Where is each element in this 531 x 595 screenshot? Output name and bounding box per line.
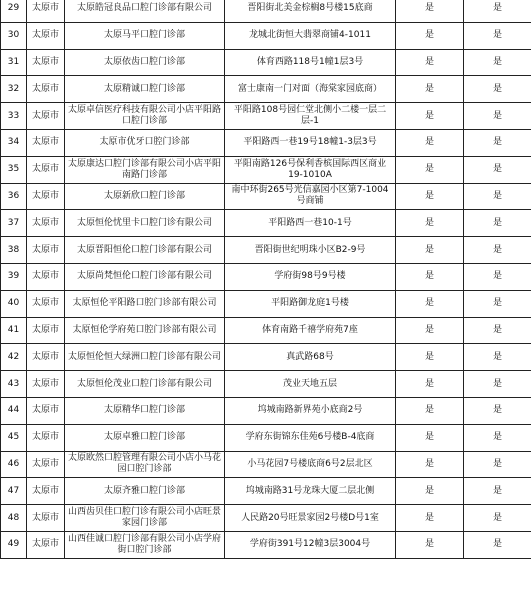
city-cell: 太原市 [27, 263, 65, 290]
city-cell: 太原市 [27, 531, 65, 558]
table-row [1, 156, 531, 183]
address-cell: 人民路20号旺景家园2号楼D号1室 [225, 505, 396, 532]
row-number: 47 [1, 478, 27, 505]
flag-cell: 是 [464, 397, 531, 424]
flag-cell: 是 [464, 183, 531, 210]
row-number: 37 [1, 210, 27, 237]
flag-cell: 是 [464, 317, 531, 344]
clinic-name-cell: 太原恒伦平阳路口腔门诊部有限公司 [65, 290, 225, 317]
row-number: 48 [1, 505, 27, 532]
row-number: 31 [1, 49, 27, 76]
flag-cell: 是 [396, 156, 464, 183]
city-cell: 太原市 [27, 237, 65, 264]
row-number: 41 [1, 317, 27, 344]
city-cell: 太原市 [27, 505, 65, 532]
flag-cell: 是 [396, 451, 464, 478]
flag-cell: 是 [396, 371, 464, 398]
table-row [1, 22, 531, 49]
flag-cell: 是 [464, 156, 531, 183]
table-row [1, 0, 531, 22]
city-cell: 太原市 [27, 317, 65, 344]
row-number: 43 [1, 371, 27, 398]
table-row [1, 451, 531, 478]
table-row [1, 424, 531, 451]
flag-cell: 是 [396, 237, 464, 264]
table-row [1, 397, 531, 424]
flag-cell: 是 [464, 290, 531, 317]
flag-cell: 是 [396, 317, 464, 344]
flag-cell: 是 [464, 424, 531, 451]
flag-cell: 是 [464, 76, 531, 103]
flag-cell: 是 [396, 183, 464, 210]
row-number: 33 [1, 103, 27, 130]
city-cell: 太原市 [27, 371, 65, 398]
clinic-name-cell: 太原精诚口腔门诊部 [65, 76, 225, 103]
table-row [1, 183, 531, 210]
table-body [1, 0, 531, 558]
clinic-name-cell: 太原卓信医疗科技有限公司小店平阳路口腔门诊部 [65, 103, 225, 130]
flag-cell: 是 [396, 531, 464, 558]
flag-cell: 是 [464, 129, 531, 156]
flag-cell: 是 [396, 397, 464, 424]
table-row [1, 49, 531, 76]
flag-cell: 是 [396, 49, 464, 76]
row-number: 40 [1, 290, 27, 317]
city-cell: 太原市 [27, 183, 65, 210]
row-number: 32 [1, 76, 27, 103]
city-cell: 太原市 [27, 451, 65, 478]
flag-cell: 是 [464, 237, 531, 264]
city-cell: 太原市 [27, 129, 65, 156]
clinic-name-cell: 太原马平口腔门诊部 [65, 22, 225, 49]
clinic-name-cell: 太原晋阳恒伦口腔门诊部有限公司 [65, 237, 225, 264]
clinic-name-cell: 太原卓雅口腔门诊部 [65, 424, 225, 451]
city-cell: 太原市 [27, 22, 65, 49]
clinic-name-cell: 太原康达口腔门诊部有限公司小店平阳南路门诊部 [65, 156, 225, 183]
city-cell: 太原市 [27, 290, 65, 317]
flag-cell: 是 [396, 0, 464, 22]
flag-cell: 是 [396, 478, 464, 505]
clinic-name-cell: 太原依齿口腔门诊部 [65, 49, 225, 76]
flag-cell: 是 [396, 210, 464, 237]
table-row [1, 103, 531, 130]
flag-cell: 是 [464, 103, 531, 130]
address-cell: 平阳路御龙庭1号楼 [225, 290, 396, 317]
flag-cell: 是 [464, 263, 531, 290]
address-cell: 南中环街265号光信嘉园小区第7-1004号商铺 [225, 183, 396, 210]
flag-cell: 是 [396, 22, 464, 49]
flag-cell: 是 [396, 103, 464, 130]
row-number: 36 [1, 183, 27, 210]
flag-cell: 是 [396, 344, 464, 371]
address-cell: 真武路68号 [225, 344, 396, 371]
flag-cell: 是 [464, 49, 531, 76]
flag-cell: 是 [464, 505, 531, 532]
flag-cell: 是 [464, 210, 531, 237]
address-cell: 平阳路108号园仁堂北侧小二楼一层二层-1 [225, 103, 396, 130]
address-cell: 平阳路西一巷10-1号 [225, 210, 396, 237]
clinic-name-cell: 太原恒伦学府苑口腔门诊部有限公司 [65, 317, 225, 344]
address-cell: 体育南路千禧学府苑7座 [225, 317, 396, 344]
table-row [1, 505, 531, 532]
clinic-name-cell: 太原尚梵恒伦口腔门诊部有限公司 [65, 263, 225, 290]
row-number: 34 [1, 129, 27, 156]
table-row [1, 210, 531, 237]
clinic-name-cell: 太原欧然口腔管理有限公司小店小马花园口腔门诊部 [65, 451, 225, 478]
row-number: 29 [1, 0, 27, 22]
address-cell: 学府街391号12幢3层3004号 [225, 531, 396, 558]
table-row [1, 129, 531, 156]
table-row [1, 371, 531, 398]
address-cell: 晋阳街北美金棕榈8号楼15底商 [225, 0, 396, 22]
clinic-name-cell: 山西齿贝佳口腔门诊有限公司小店旺景家园门诊部 [65, 505, 225, 532]
city-cell: 太原市 [27, 210, 65, 237]
row-number: 30 [1, 22, 27, 49]
table-row [1, 344, 531, 371]
row-number: 49 [1, 531, 27, 558]
row-number: 38 [1, 237, 27, 264]
address-cell: 平阳南路126号保利香槟国际西区商业19-1010A [225, 156, 396, 183]
row-number: 35 [1, 156, 27, 183]
flag-cell: 是 [396, 263, 464, 290]
row-number: 46 [1, 451, 27, 478]
flag-cell: 是 [396, 76, 464, 103]
address-cell: 茂业天地五层 [225, 371, 396, 398]
clinic-name-cell: 太原恒伦茂业口腔门诊部有限公司 [65, 371, 225, 398]
clinic-name-cell: 山西佳诚口腔门诊部有限公司小店学府街口腔门诊部 [65, 531, 225, 558]
address-cell: 平阳路西一巷19号18幢1-3层3号 [225, 129, 396, 156]
city-cell: 太原市 [27, 49, 65, 76]
city-cell: 太原市 [27, 397, 65, 424]
clinic-name-cell: 太原恒伦忧里卡口腔门诊有限公司 [65, 210, 225, 237]
flag-cell: 是 [464, 531, 531, 558]
row-number: 39 [1, 263, 27, 290]
city-cell: 太原市 [27, 344, 65, 371]
table-row [1, 237, 531, 264]
address-cell: 小马花园7号楼底商6号2层北区 [225, 451, 396, 478]
table-row [1, 317, 531, 344]
clinic-name-cell: 太原新欣口腔门诊部 [65, 183, 225, 210]
address-cell: 晋阳街世纪明珠小区B2-9号 [225, 237, 396, 264]
city-cell: 太原市 [27, 103, 65, 130]
flag-cell: 是 [396, 424, 464, 451]
table-row [1, 531, 531, 558]
clinic-name-cell: 太原皓冠良品口腔门诊部有限公司 [65, 0, 225, 22]
table-row [1, 478, 531, 505]
city-cell: 太原市 [27, 156, 65, 183]
row-number: 42 [1, 344, 27, 371]
address-cell: 学府东街锦东佳苑6号楼B-4底商 [225, 424, 396, 451]
address-cell: 坞城南路新界苑小底商2号 [225, 397, 396, 424]
clinic-name-cell: 太原精华口腔门诊部 [65, 397, 225, 424]
table-row [1, 263, 531, 290]
city-cell: 太原市 [27, 76, 65, 103]
city-cell: 太原市 [27, 478, 65, 505]
flag-cell: 是 [396, 129, 464, 156]
flag-cell: 是 [464, 478, 531, 505]
address-cell: 坞城南路31号龙珠大厦二层北侧 [225, 478, 396, 505]
clinic-name-cell: 太原恒伦恒大绿洲口腔门诊部有限公司 [65, 344, 225, 371]
row-number: 45 [1, 424, 27, 451]
flag-cell: 是 [464, 371, 531, 398]
table-row [1, 76, 531, 103]
address-cell: 富士康南一门对面（海棠家园底商） [225, 76, 396, 103]
address-cell: 学府街98号9号楼 [225, 263, 396, 290]
table-row [1, 290, 531, 317]
clinic-name-cell: 太原齐雅口腔门诊部 [65, 478, 225, 505]
row-number: 44 [1, 397, 27, 424]
flag-cell: 是 [464, 451, 531, 478]
address-cell: 龙城北街恒大翡翠商铺4-1011 [225, 22, 396, 49]
clinic-name-cell: 太原市优牙口腔门诊部 [65, 129, 225, 156]
flag-cell: 是 [464, 22, 531, 49]
city-cell: 太原市 [27, 0, 65, 22]
city-cell: 太原市 [27, 424, 65, 451]
flag-cell: 是 [396, 290, 464, 317]
address-cell: 体育西路118号1幢1层3号 [225, 49, 396, 76]
flag-cell: 是 [396, 505, 464, 532]
flag-cell: 是 [464, 344, 531, 371]
flag-cell: 是 [464, 0, 531, 22]
